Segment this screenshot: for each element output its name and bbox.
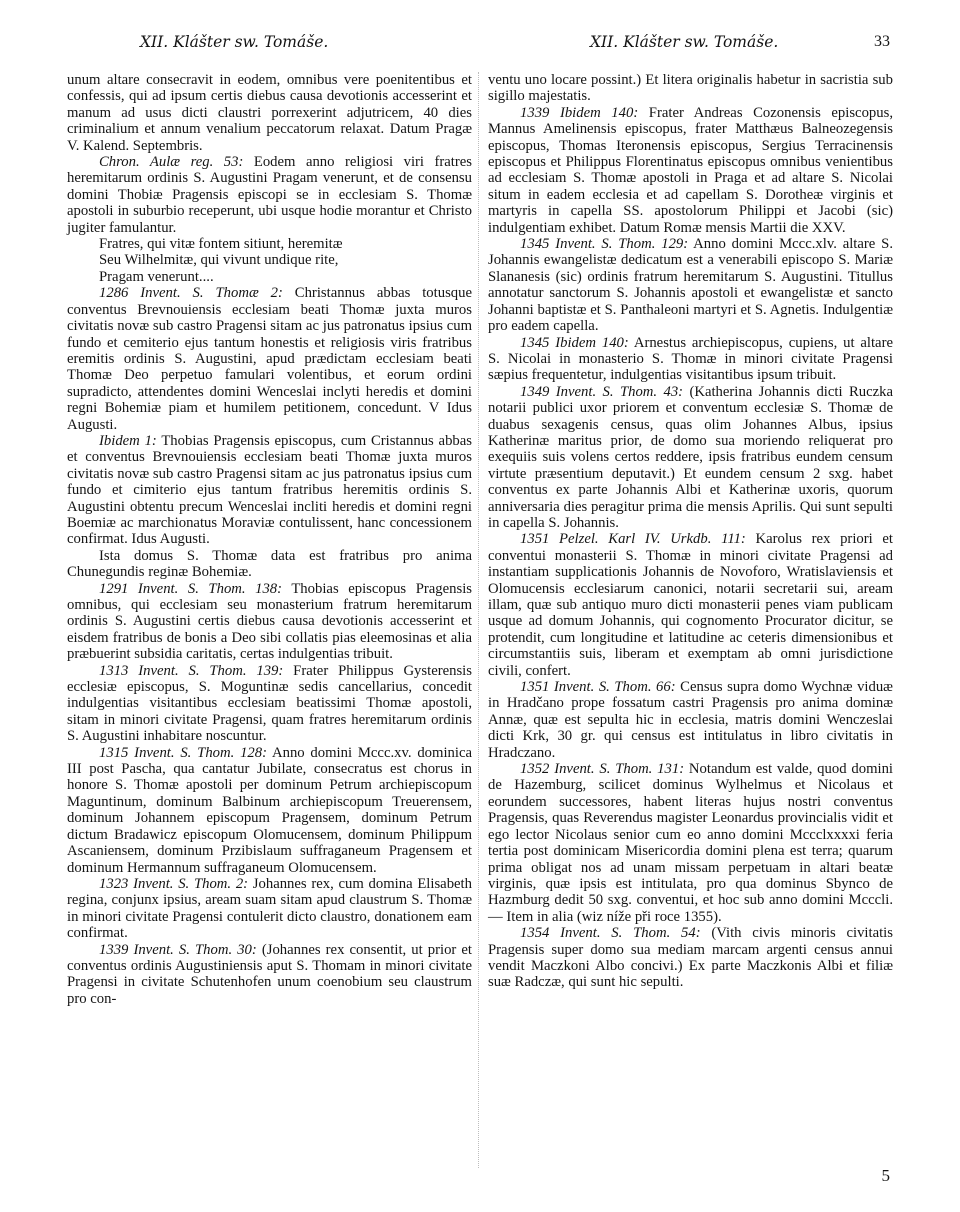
paragraph: [488, 105, 893, 236]
right-column: [488, 72, 893, 991]
source-reference: Ibidem 1:: [99, 432, 157, 449]
paragraph-text: Seu Wilhelmitæ, qui vivunt undique rite,: [99, 252, 339, 269]
paragraph-text: Fratres, qui vitæ fontem sitiunt, heremitæ: [99, 236, 343, 253]
paragraph: [67, 433, 472, 548]
paragraph: [488, 335, 893, 384]
column-divider: [478, 72, 480, 1168]
source-reference: 1313 Invent. S. Thom. 139:: [99, 662, 284, 679]
paragraph-text: (Johannes rex consentit, ut prior et conventus ordinis Augustiniensis aput S. Thomam in minori civitate Pragensi in civitate Schutenhofen unum coenobium seu claustrum pro con-: [67, 941, 472, 1007]
paragraph-text: Frater Andreas Cozonensis episcopus, Mannus Amelinensis episcopus, frater Matthæus Balneozegensis episcopus, Thomas Iteronensis episcopus, Sergius Terracinensis episcopus et Philippus Florentinatus episcopus omnibus venientibus ad ecclesiam S. Thomæ apostoli in Praga et ad altare S. Nicolai situm in eadem ecclesia et ad capellam S. Dorotheæ virginis et martyris in capella SS. apostolorum Philippi et Jacobi (sic) indulgentiam exhibet. Datum Romæ mensis Martii die XXV.: [488, 104, 893, 236]
paragraph-text: Ista domus S. Thomæ data est fratribus pro anima Chunegundis reginæ Bohemiæ.: [67, 547, 472, 581]
source-reference: 1345 Ibidem 140:: [520, 334, 629, 351]
paragraph: [488, 384, 893, 532]
paragraph-text: Johannes rex, cum domina Elisabeth regina, conjunx ipsius, aream suam sitam apud claustrum S. Thomæ in minori civitate Pragensi contulerit dicto claustro, donationem eam confirmat.: [67, 875, 472, 942]
paragraph-text: Frater Philippus Gysterensis ecclesiæ episcopus, S. Moguntinæ sedis cancellarius, concedit indulgentias visitantibus ecclesiam beatissimi Thomæ apostoli, sitam in minori civitate Pragensi, quam fratres heremitarum ordinis S. Augustini inhabitare noscuntur.: [67, 662, 472, 745]
source-reference: 1345 Invent. S. Thom. 129:: [520, 236, 689, 253]
paragraph: [67, 548, 472, 581]
running-head-right: XII. Klášter sw. Tomáše.: [590, 33, 779, 51]
paragraph-text: (Katherina Johannis dicti Ruczka notarii publici uxor priorem et conventum ecclesiæ S. Thomæ de duabus sexagenis census, quas olim Johannes Albus, ipsius Katherinæ maritus prior, de domo sua moriendo reliquerat pro exequiis suis volens certos reddere, ipsis fratribus eundem censum virtute præsentium deputavit.) Et eundem censum 2 sxg. habet conventus ex parte Johannis Albi et Katherinæ uxoris, quorum anniversaria dies peragitur prima die mensis Aprilis. Qui sunt sepulti in capella S. Johannis.: [488, 383, 893, 531]
source-reference: 1286 Invent. S. Thomæ 2:: [99, 285, 283, 302]
paragraph: [488, 236, 893, 334]
source-reference: 1351 Pelzel. Karl IV. Urkdb. 111:: [520, 531, 746, 548]
paragraph: [67, 154, 472, 236]
paragraph-text: Karolus rex priori et conventui monasterii S. Thomæ in minori civitate Pragensi ad instantiam supplicationis Johannis de Novoforo, Wratislaviensis et Olomucensis ecclesiarum canonici, notarii secretarii sui, aream illam, quæ sub antiquo muro dicti monasterii penes viam publicam usque ad domum Johannis, qui cognomento Procurator dicitur, se protendit, cum longitudine et latitudine ac ceteris dimensionibus et circumstantiis suis, liberam et exemptam ab omni jurisdictione civili, confert.: [488, 531, 893, 679]
paragraph: [67, 942, 472, 1008]
paragraph: [488, 72, 893, 105]
paragraph: [67, 269, 472, 285]
paragraph: [67, 663, 472, 745]
source-reference: 1339 Ibidem 140:: [520, 104, 639, 121]
paragraph: [67, 876, 472, 942]
paragraph: [67, 252, 472, 268]
paragraph-text: Arnestus archiepiscopus, cupiens, ut altare S. Nicolai in monasterio S. Thomæ in minori civitate Pragensi sæpius frequentetur, indulgentias visitantibus ipsum tribuit.: [488, 334, 893, 384]
paragraph-text: Pragam venerunt....: [99, 268, 214, 285]
paragraph-text: Anno domini Mccc.xlv. altare S. Johannis ewangelistæ dedicatum est a venerabili episcopo S. Mariæ Slananesis (sic) ordinis fratrum heremitarum S. Augustini. Titullus annotatur sanctorum S. Johannis apostoli et ewangelistæ et sancto Johanni baptistæ et S. Panthaleoni martyri et S. Agnetis. Indulgentiæ pro eadem capella.: [488, 236, 893, 335]
paragraph-text: Notandum est valde, quod domini de Hazemburg, scilicet dominus Wylhelmus et Nicolaus et eorundem successores, habent literas hujus nostri conventus Pragensis, quas Reverendus magister Leonardus provincialis vidit et ego lector Nicolaus senior cum eo anno domini Mccclxxxxi feria tertia post dominicam Misericordia domini plena est terra; quarum prima obligat nos ad unam missam perpetuam in altari beatæ virginis, quæ ipsis est intitulata, pro qua dominus Sbynco de Hazmburg dedit 50 sxg. conventui, et hoc sub anno domini Mcccli. — Item in alia (wiz níže při roce 1355).: [488, 761, 893, 925]
paragraph: [488, 531, 893, 679]
left-column: [67, 72, 472, 1007]
paragraph-text: Eodem anno religiosi viri fratres heremitarum ordinis S. Augustini Pragam venerunt, et de consensu domini Thobiæ Pragensis episcopi se in ecclesiam S. Thomæ apostoli in suburbio receperunt, ubi usque hodie morantur et Christo jugiter famulantur.: [67, 154, 472, 236]
paragraph-text: Christannus abbas totusque conventus Brevnouiensis ecclesiam beati Thomæ juxta muros civitatis novæ sub castro Pragensi sitam ac jus patronatus ipsius cum fundo et cemiterio ejus tantum honestis et religiosis viris fratribus eremitis ordinis S. Augustini, apud prædictam ecclesiam beati Thomæ Deo perpetuo famulari volentibus, et eorum ordini supradicto, attendentes domini Wenceslai inclyti heredis et domini regni Bohemiæ piam et humilem petitionem, concedunt. V Idus Augusti.: [67, 285, 472, 433]
source-reference: 1352 Invent. S. Thom. 131:: [520, 761, 685, 778]
source-reference: Chron. Aulæ reg. 53:: [99, 154, 244, 171]
source-reference: 1339 Invent. S. Thom. 30:: [99, 941, 257, 958]
source-reference: 1349 Invent. S. Thom. 43:: [520, 383, 684, 400]
paragraph-text: Thobias episcopus Pragensis omnibus, qui ecclesiam seu monasterium fratrum heremitarum ordinis S. Augustini certis diebus causa devotionis accesserint et eisdem fratribus de bonis a Deo sibi collatis pias eleemosinas et alia præbuerint subsidia caritatis, certas indulgentias tribuit.: [67, 580, 472, 663]
paragraph-text: Anno domini Mccc.xv. dominica III post Pascha, qua cantatur Jubilate, consecratus est chorus in honore S. Thomæ apostoli per dominum Petrum archiepiscopum Maguntinum, dominum Balbinum archiepiscopum Treuerensem, dominum Johannem episcopum Pragensem, dominum Petrum dictum Bradawicz episcopum Olomucensem, dominum Philippum Ascaniensem, dominum Przibislaum suffraganeum Pragensem et dominum Hermannum suffraganeum Olomucensem.: [67, 744, 472, 876]
paragraph: [67, 285, 472, 433]
paragraph-text: ventu uno locare possint.) Et litera originalis habetur in sacristia sub sigillo majestatis.: [488, 72, 893, 105]
source-reference: 1291 Invent. S. Thom. 138:: [99, 580, 283, 597]
paragraph: [488, 925, 893, 991]
paragraph: [488, 679, 893, 761]
paragraph: [67, 72, 472, 154]
paragraph: [67, 236, 472, 252]
source-reference: 1323 Invent. S. Thom. 2:: [99, 875, 249, 892]
paragraph-text: (Vith civis minoris civitatis Pragensis super domo sua mediam marcam argenti census annui vendit Maczkoni Albo concivi.) Ex parte Maczkonis Albi et filiæ suæ Radczæ, qui sunt hic sepulti.: [488, 925, 893, 991]
source-reference: 1315 Invent. S. Thom. 128:: [99, 744, 268, 761]
paragraph: [488, 761, 893, 925]
paragraph-text: unum altare consecravit in eodem, omnibus vere poenitentibus et confessis, qui ad ipsum certis diebus causa devotionis accesserint et manum ad usus dicti claustri porrexerint adjutricem, 40 dies criminalium et annum venalium peccatorum relaxat. Datum Pragæ V. Kalend. Septembris.: [67, 72, 472, 154]
paragraph-text: Census supra domo Wychnæ viduæ in Hradčano prope fossatum castri Pragensis pro anima dominæ Annæ, quæ est sepulta hic in ecclesia, matris domini Wenczeslai dicti Krk, 30 gr. qui census est intitulatus in libro civitatis in Hradczano.: [488, 679, 893, 761]
signature-mark: 5: [881, 1166, 890, 1185]
running-head-left: XII. Klášter sw. Tomáše.: [140, 33, 329, 51]
paragraph: [67, 745, 472, 876]
source-reference: 1351 Invent. S. Thom. 66:: [520, 679, 676, 696]
paragraph-text: Thobias Pragensis episcopus, cum Cristannus abbas et conventus Brevnouiensis ecclesiam beati Thomæ juxta muros civitatis novæ sub castro Pragensi sitam ac jus patronatus ipsius cum fundo et cimiterio ejus tantum fratribus heremitis ordinis S. Augustini obtentu precum Wenceslai incliti heredis et domini regni Boemiæ ac marchionatus Moraviæ contulissent, hanc concessionem confirmat. Idus Augusti.: [67, 432, 472, 548]
paragraph: [67, 581, 472, 663]
page-number: 33: [874, 33, 890, 50]
source-reference: 1354 Invent. S. Thom. 54:: [520, 925, 701, 942]
